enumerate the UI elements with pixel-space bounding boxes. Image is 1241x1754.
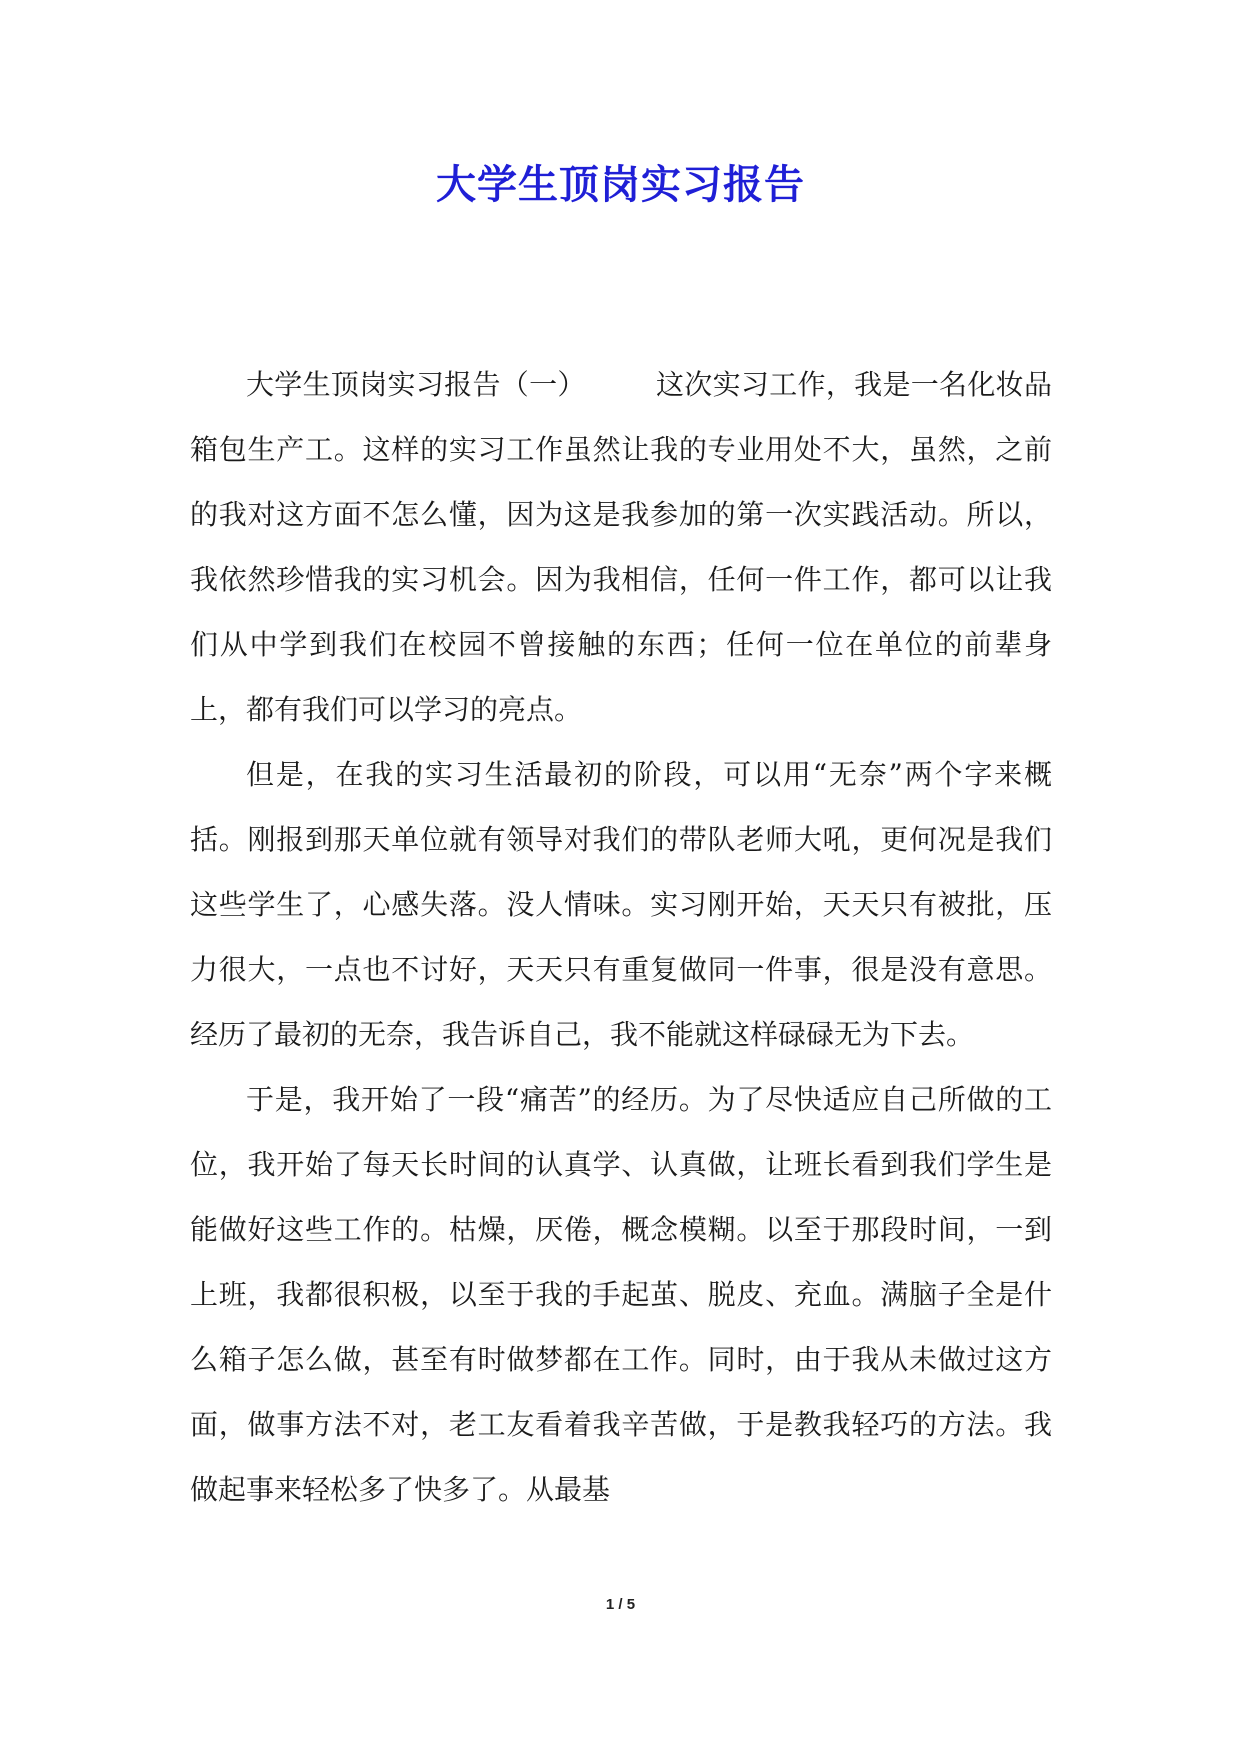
document-title: 大学生顶岗实习报告 (436, 162, 805, 208)
page-number: 1 / 5 (605, 1596, 636, 1613)
paragraph-1 (190, 352, 1052, 742)
section-heading: 大学生顶岗实习报告（一） (246, 368, 586, 401)
paragraph-1-text: 这次实习工作，我是一名化妆品箱包生产工。这样的实习工作虽然让我的专业用处不大，虽然，之前的我对这方面不怎么懂，因为这是我参加的第一次实践活动。所以，我依然珍惜我的实习机会。因为我相信，任何一件工作，都可以让我们从中学到我们在校园不曾接触的东西；任何一位在单位的前辈身上，都有我们可以学习的亮点。 (190, 368, 1052, 726)
document-body (190, 352, 1052, 1522)
paragraph-3: 于是，我开始了一段“痛苦”的经历。为了尽快适应自己所做的工位，我开始了每天长时间的认真学、认真做，让班长看到我们学生是能做好这些工作的。枯燥，厌倦，概念模糊。以至于那段时间，一到上班，我都很积极，以至于我的手起茧、脱皮、充血。满脑子全是什么箱子怎么做，甚至有时做梦都在工作。同时，由于我从未做过这方面，做事方法不对，老工友看着我辛苦做，于是教我轻巧的方法。我做起事来轻松多了快多了。从最基 (190, 1083, 1052, 1506)
paragraph-2: 但是，在我的实习生活最初的阶段，可以用“无奈”两个字来概括。刚报到那天单位就有领导对我们的带队老师大吼，更何况是我们这些学生了，心感失落。没人情味。实习刚开始，天天只有被批，压力很大，一点也不讨好，天天只有重复做同一件事，很是没有意思。经历了最初的无奈，我告诉自己，我不能就这样碌碌无为下去。 (190, 758, 1052, 1051)
